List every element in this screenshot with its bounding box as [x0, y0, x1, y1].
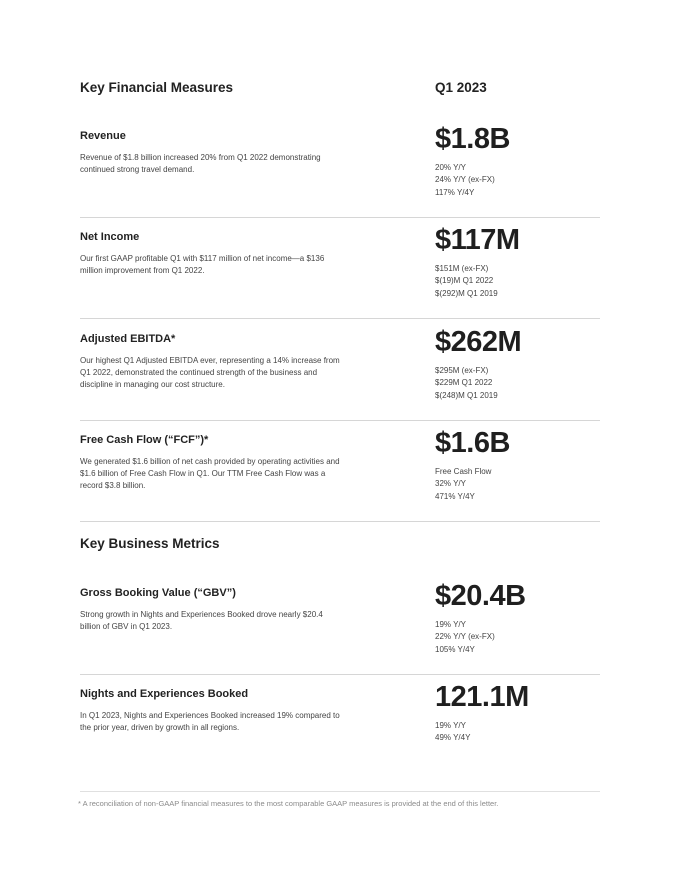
metric-name: Nights and Experiences Booked — [80, 688, 249, 700]
sub-stat: 19% Y/Y — [435, 721, 466, 730]
metric-sub-stats — [435, 365, 498, 402]
metric-sub-stats — [435, 162, 495, 199]
metric-value: $1.8B — [435, 123, 510, 155]
sub-stat: 105% Y/4Y — [435, 644, 475, 654]
metric-description: Revenue of $1.8 billion increased 20% from Q1 2022 demonstrating continued strong travel demand. — [80, 153, 321, 175]
divider — [80, 318, 600, 319]
divider — [80, 217, 600, 218]
metric-value: $1.6B — [435, 427, 510, 459]
period-heading: Q1 2023 — [435, 80, 487, 95]
metric-description: Strong growth in Nights and Experiences Booked drove nearly $20.4 billion of GBV in Q1 2023. — [80, 610, 323, 632]
key-financial-measures-heading: Key Financial Measures — [80, 80, 234, 95]
metric-description: Our highest Q1 Adjusted EBITDA ever, representing a 14% increase from Q1 2022, demonstrated the continued strength of the business and discipline in managing our cost structure. — [80, 356, 340, 390]
sub-stat: 20% Y/Y — [435, 163, 466, 172]
sub-stat: $(248)M Q1 2019 — [435, 390, 498, 400]
metric-name: Adjusted EBITDA* — [80, 333, 176, 345]
sub-stat: 471% Y/4Y — [435, 491, 475, 501]
sub-stat: 22% Y/Y (ex-FX) — [435, 632, 495, 642]
sub-stat: $295M (ex-FX) — [435, 366, 489, 375]
metric-value: $20.4B — [435, 580, 526, 612]
sub-stat: 117% Y/4Y — [435, 187, 475, 197]
divider — [80, 420, 600, 421]
metric-value: 121.1M — [435, 681, 529, 713]
sub-stat: 49% Y/4Y — [435, 733, 471, 743]
metric-name: Net Income — [80, 231, 140, 243]
metric-sub-stats — [435, 263, 498, 300]
key-business-metrics-heading: Key Business Metrics — [80, 536, 220, 551]
metric-name: Revenue — [80, 130, 126, 142]
sub-stat: 32% Y/Y — [435, 479, 466, 489]
sub-stat: $(19)M Q1 2022 — [435, 276, 494, 286]
metric-description: In Q1 2023, Nights and Experiences Booked increased 19% compared to the prior year, driven by growth in all regions. — [80, 711, 340, 733]
metric-name: Gross Booking Value (“GBV”) — [80, 587, 236, 599]
footnote-divider — [80, 791, 600, 792]
sub-stat: $229M Q1 2022 — [435, 378, 493, 388]
sub-stat: 24% Y/Y (ex-FX) — [435, 175, 495, 185]
divider — [80, 521, 600, 522]
sub-stat: $(292)M Q1 2019 — [435, 288, 498, 298]
sub-stat: Free Cash Flow — [435, 467, 492, 476]
divider — [80, 674, 600, 675]
footnote: * A reconciliation of non-GAAP financial measures to the most comparable GAAP measures is provided at the end of this letter. — [78, 799, 499, 808]
metric-sub-stats — [435, 466, 491, 503]
metric-name: Free Cash Flow (“FCF”)* — [80, 434, 209, 446]
metric-value: $262M — [435, 326, 522, 358]
sub-stat: 19% Y/Y — [435, 620, 466, 629]
sub-stat: $151M (ex-FX) — [435, 264, 489, 273]
metric-sub-stats — [435, 619, 495, 656]
metric-description: We generated $1.6 billion of net cash provided by operating activities and $1.6 billion of Free Cash Flow in Q1. Our TTM Free Cash Flow was a record $3.8 billion. — [80, 457, 340, 491]
metric-value: $117M — [435, 224, 520, 256]
metric-sub-stats — [435, 720, 470, 745]
metric-description: Our first GAAP profitable Q1 with $117 million of net income—a $136 million improvement from Q1 2022. — [80, 254, 325, 276]
